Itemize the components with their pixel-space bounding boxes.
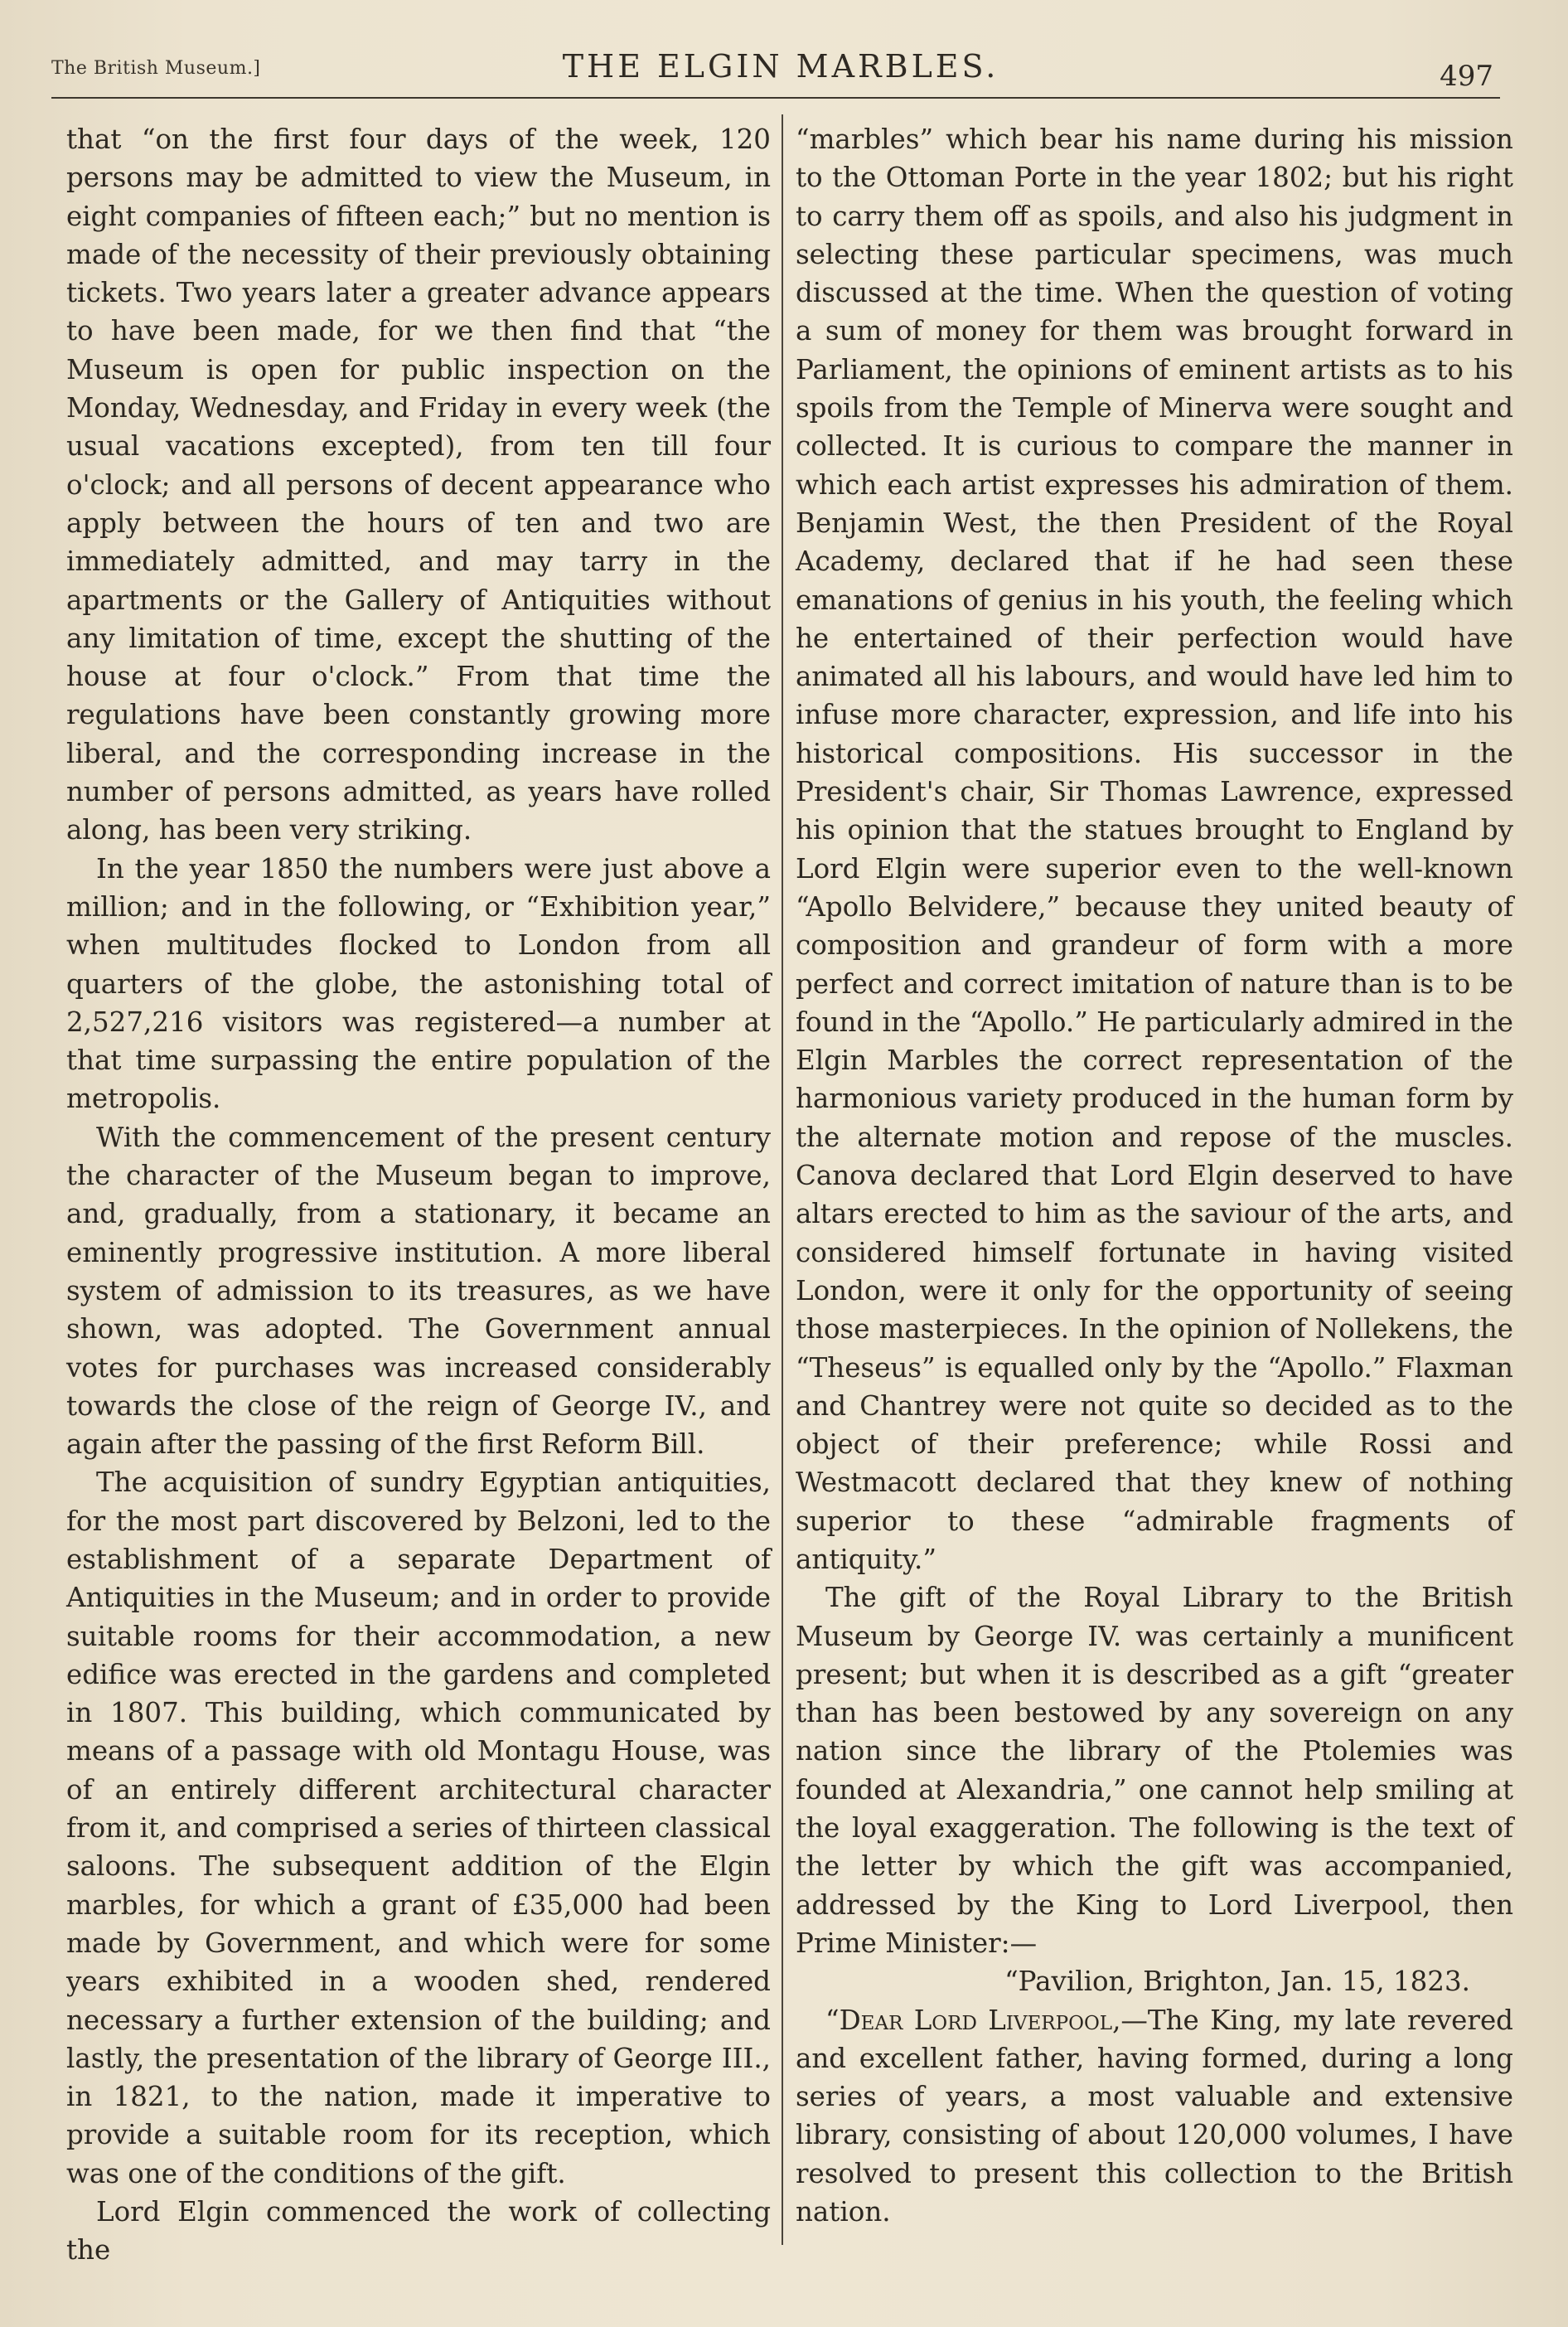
paragraph: The gift of the Royal Library to the British Museum by George IV. was certainly a munificent present; but when it is described as a gift “greater than has been bestowed by any sovereign on any nation since the library of the Ptolemies was founded at Alexandria,” one cannot help smiling at the loyal exaggeration. The following is the text of the letter by which the gift was accompanied, addressed by the King to Lord Liverpool, then Prime Minister:—	[796, 1582, 1513, 1959]
paragraph: that “on the first four days of the week, 120 persons may be admitted to view the Museum, in eight companies of fifteen each;” but no mention is made of the necessity of their previously obtaining tickets. Two years later a greater advance appears to have been made, for we then find that “the Museum is open for public inspection on the Monday, Wednesday, and Friday in every week (the usual vacations excepted), from ten till four o'clock; and all persons of decent appearance who apply between the hours of ten and two are immediately admitted, and may tarry in the apartments or the Gallery of Antiquities without any limitation of time, except the shutting of the house at four o'clock.” From that time the regulations have been constantly growing more liberal, and the corresponding increase in the number of persons admitted, as years have rolled along, has been very striking.	[66, 124, 771, 846]
letter-text: —The King, my late revered and excellent father, having formed, during a long series of years, a most valuable and extensive library, consisting of about 120,000 volumes, I have resolved to present this collection to the British nation.	[796, 2004, 1513, 2228]
paragraph: With the commencement of the present century the character of the Museum began to improve, and, gradually, from a stationary, it became an eminently progressive institution. A more liberal system of admission to its treasures, as we have shown, was adopted. The Government annual votes for purchases was increased considerably towards the close of the reign of George IV., and again after the passing of the first Reform Bill.	[66, 1121, 771, 1461]
page-header	[51, 41, 1510, 101]
letter-salutation: “Dear Lord Liverpool,	[825, 2004, 1121, 2036]
paragraph: Lord Elgin commenced the work of collecting the	[66, 2196, 771, 2266]
column-divider	[782, 114, 783, 2245]
letter-body	[796, 2001, 1513, 2232]
paragraph: The acquisition of sundry Egyptian antiquities, for the most part discovered by Belzoni, led to the establishment of a separate Department of Antiquities in the Museum; and in order to provide suitable rooms for their accommodation, a new edifice was erected in the gardens and completed in 1807. This building, which communicated by means of a passage with old Montagu House, was of an entirely different architectural character from it, and comprised a series of thirteen classical saloons. The subsequent addition of the Elgin marbles, for which a grant of £35,000 had been made by Government, and which were for some years exhibited in a wooden shed, rendered necessary a further extension of the building; and lastly, the presentation of the library of George III., in 1821, to the nation, made it imperative to provide a suitable room for its reception, which was one of the conditions of the gift.	[66, 1466, 771, 2189]
page-number: 497	[1440, 60, 1493, 93]
page-title: THE ELGIN MARBLES.	[562, 48, 999, 85]
right-column	[796, 120, 1513, 2231]
letter-dateline: “Pavilion, Brighton, Jan. 15, 1823.	[1004, 1966, 1470, 1998]
header-rule	[51, 97, 1500, 99]
paragraph: “marbles” which bear his name during his mission to the Ottoman Porte in the year 1802; but his right to carry them off as spoils, and also his judgment in selecting these particular specimens, was much discussed at the time. When the question of voting a sum of money for them was brought forward in Parliament, the opinions of eminent artists as to his spoils from the Temple of Minerva were sought and collected. It is curious to compare the manner in which each artist expresses his admiration of them. Benjamin West, the then President of the Royal Academy, declared that if he had seen these emanations of genius in his youth, the feeling which he entertained of their perfection would have animated all his labours, and would have led him to infuse more character, expression, and life into his historical compositions. His successor in the President's chair, Sir Thomas Lawrence, expressed his opinion that the statues brought to England by Lord Elgin were superior even to the well-known “Apollo Belvidere,” because they united beauty of composition and grandeur of form with a more perfect and correct imitation of nature than is to be found in the “Apollo.” He particularly admired in the Elgin Marbles the correct representation of the harmonious variety produced in the human form by the alternate motion and repose of the muscles. Canova declared that Lord Elgin deserved to have altars erected to him as the saviour of the arts, and considered himself fortunate in having visited London, were it only for the opportunity of seeing those masterpieces. In the opinion of Nollekens, the “Theseus” is equalled only by the “Apollo.” Flaxman and Chantrey were not quite so decided as to the object of their preference; while Rossi and Westmacott declared that they knew of nothing superior to these “admirable fragments of antiquity.”	[796, 124, 1513, 1575]
left-column	[66, 120, 771, 2270]
paragraph: In the year 1850 the numbers were just above a million; and in the following, or “Exhibition year,” when multitudes flocked to London from all quarters of the globe, the astonishing total of 2,527,216 visitors was registered—a number at that time surpassing the entire population of the metropolis.	[66, 852, 771, 1115]
running-head: The British Museum.]	[51, 58, 261, 79]
